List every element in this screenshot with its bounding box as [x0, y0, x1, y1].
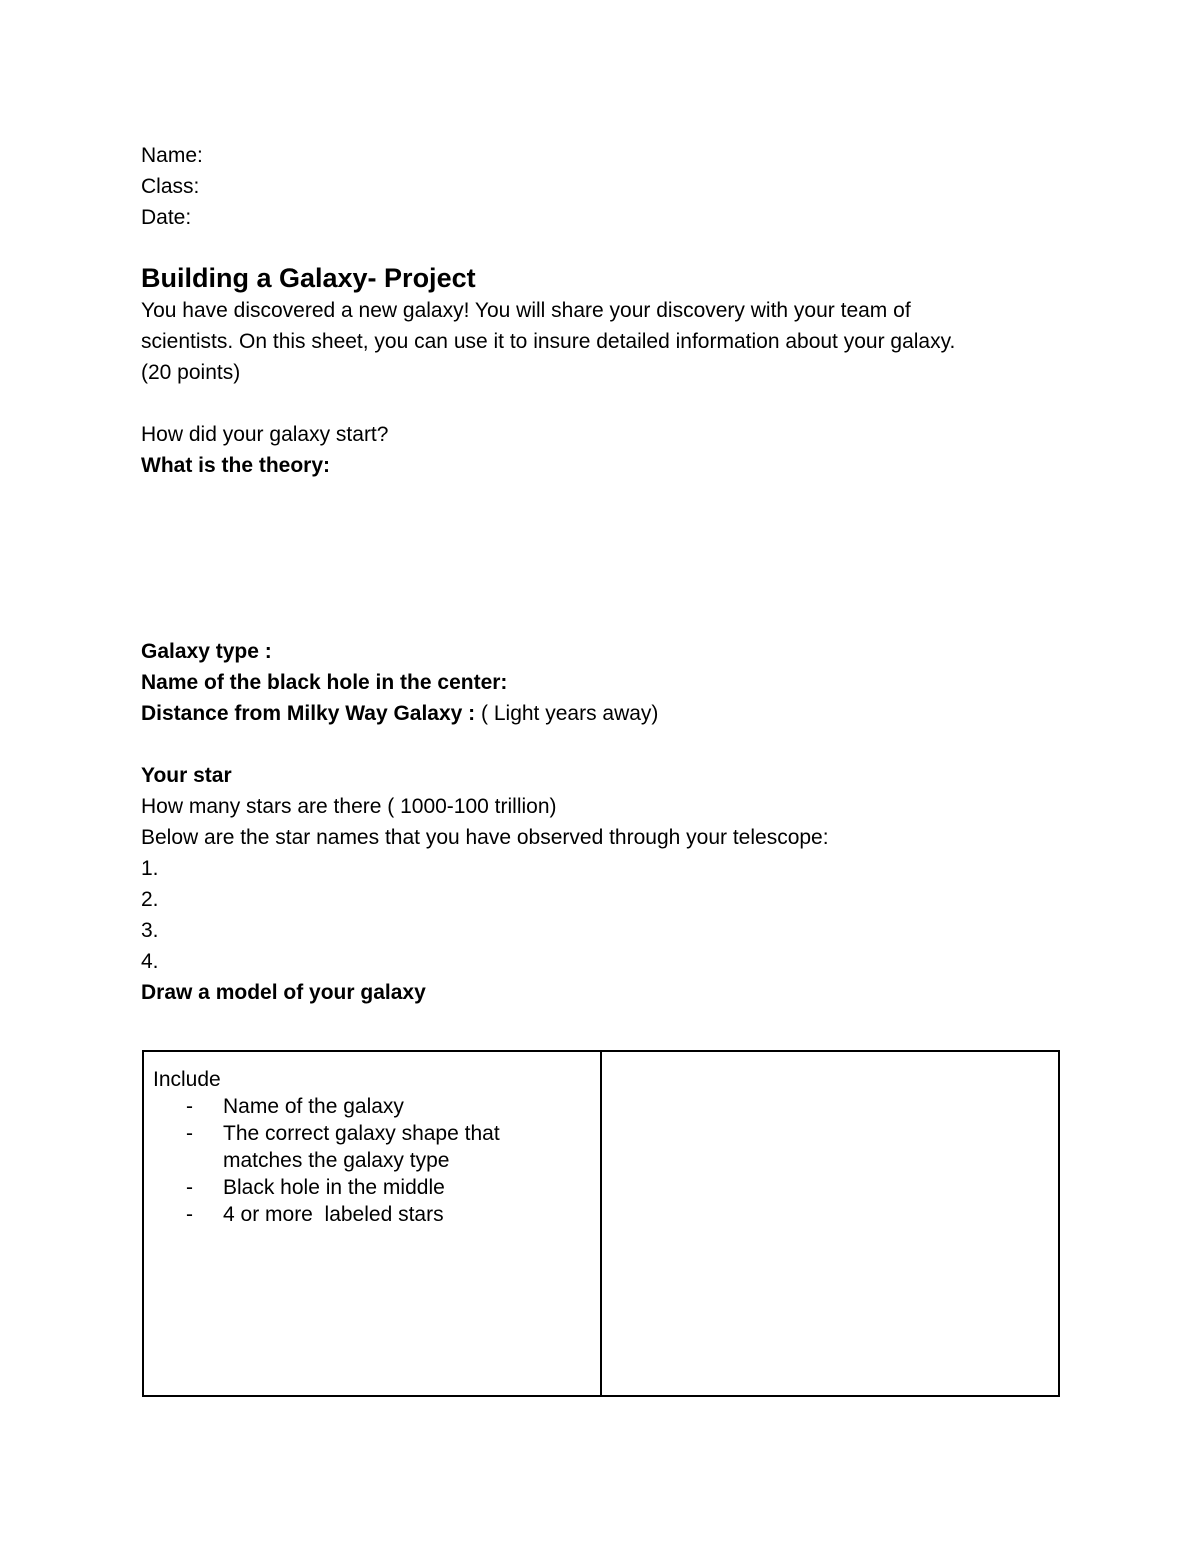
include-label: Include	[153, 1068, 221, 1091]
distance-label: Distance from Milky Way Galaxy :	[141, 702, 476, 725]
bullet-dash: -	[186, 1176, 193, 1199]
galaxy-type-label: Galaxy type :	[141, 640, 272, 663]
class-label: Class:	[141, 175, 200, 198]
drawing-area-cell[interactable]	[602, 1052, 1058, 1395]
worksheet	[141, 140, 1071, 1008]
star-count-question: How many stars are there ( 1000-100 trillion)	[141, 795, 557, 818]
star-names-prompt: Below are the star names that you have observed through your telescope:	[141, 826, 829, 849]
date-label: Date:	[141, 206, 192, 229]
star-item-3: 3.	[141, 919, 159, 942]
intro-line-3: (20 points)	[141, 361, 241, 384]
black-hole-label: Name of the black hole in the center:	[141, 671, 508, 694]
bullet-dash: -	[186, 1122, 193, 1145]
requirements-cell	[144, 1052, 602, 1395]
galaxy-start-question: How did your galaxy start?	[141, 423, 389, 446]
bullet-dash: -	[186, 1095, 193, 1118]
model-heading: Draw a model of your galaxy	[141, 981, 426, 1004]
distance-line	[141, 698, 1071, 729]
requirement-text: 4 or more labeled stars	[223, 1203, 444, 1226]
spacer	[141, 388, 1071, 419]
intro-line-2: scientists. On this sheet, you can use it to insure detailed information about your galaxy.	[141, 330, 956, 353]
galaxy-model-table	[142, 1050, 1060, 1397]
bullet-dash: -	[186, 1203, 193, 1226]
theory-label: What is the theory:	[141, 454, 331, 477]
page-title: Building a Galaxy- Project	[141, 263, 476, 293]
requirement-text: Name of the galaxy	[223, 1095, 404, 1118]
star-item-1: 1.	[141, 857, 159, 880]
requirement-text: Black hole in the middle	[223, 1176, 445, 1199]
list-item	[186, 1174, 592, 1201]
your-star-heading: Your star	[141, 764, 232, 787]
intro-line-1: You have discovered a new galaxy! You will share your discovery with your team of	[141, 299, 911, 322]
requirements-list	[153, 1093, 592, 1228]
star-item-4: 4.	[141, 950, 159, 973]
requirement-text: The correct galaxy shape that matches the galaxy type	[223, 1122, 500, 1172]
list-item	[186, 1201, 592, 1228]
spacer	[141, 729, 1071, 760]
name-label: Name:	[141, 144, 203, 167]
distance-hint: ( Light years away)	[475, 702, 659, 725]
star-item-2: 2.	[141, 888, 159, 911]
theory-answer-space	[141, 481, 1071, 636]
list-item	[186, 1093, 592, 1120]
list-item	[186, 1120, 592, 1174]
